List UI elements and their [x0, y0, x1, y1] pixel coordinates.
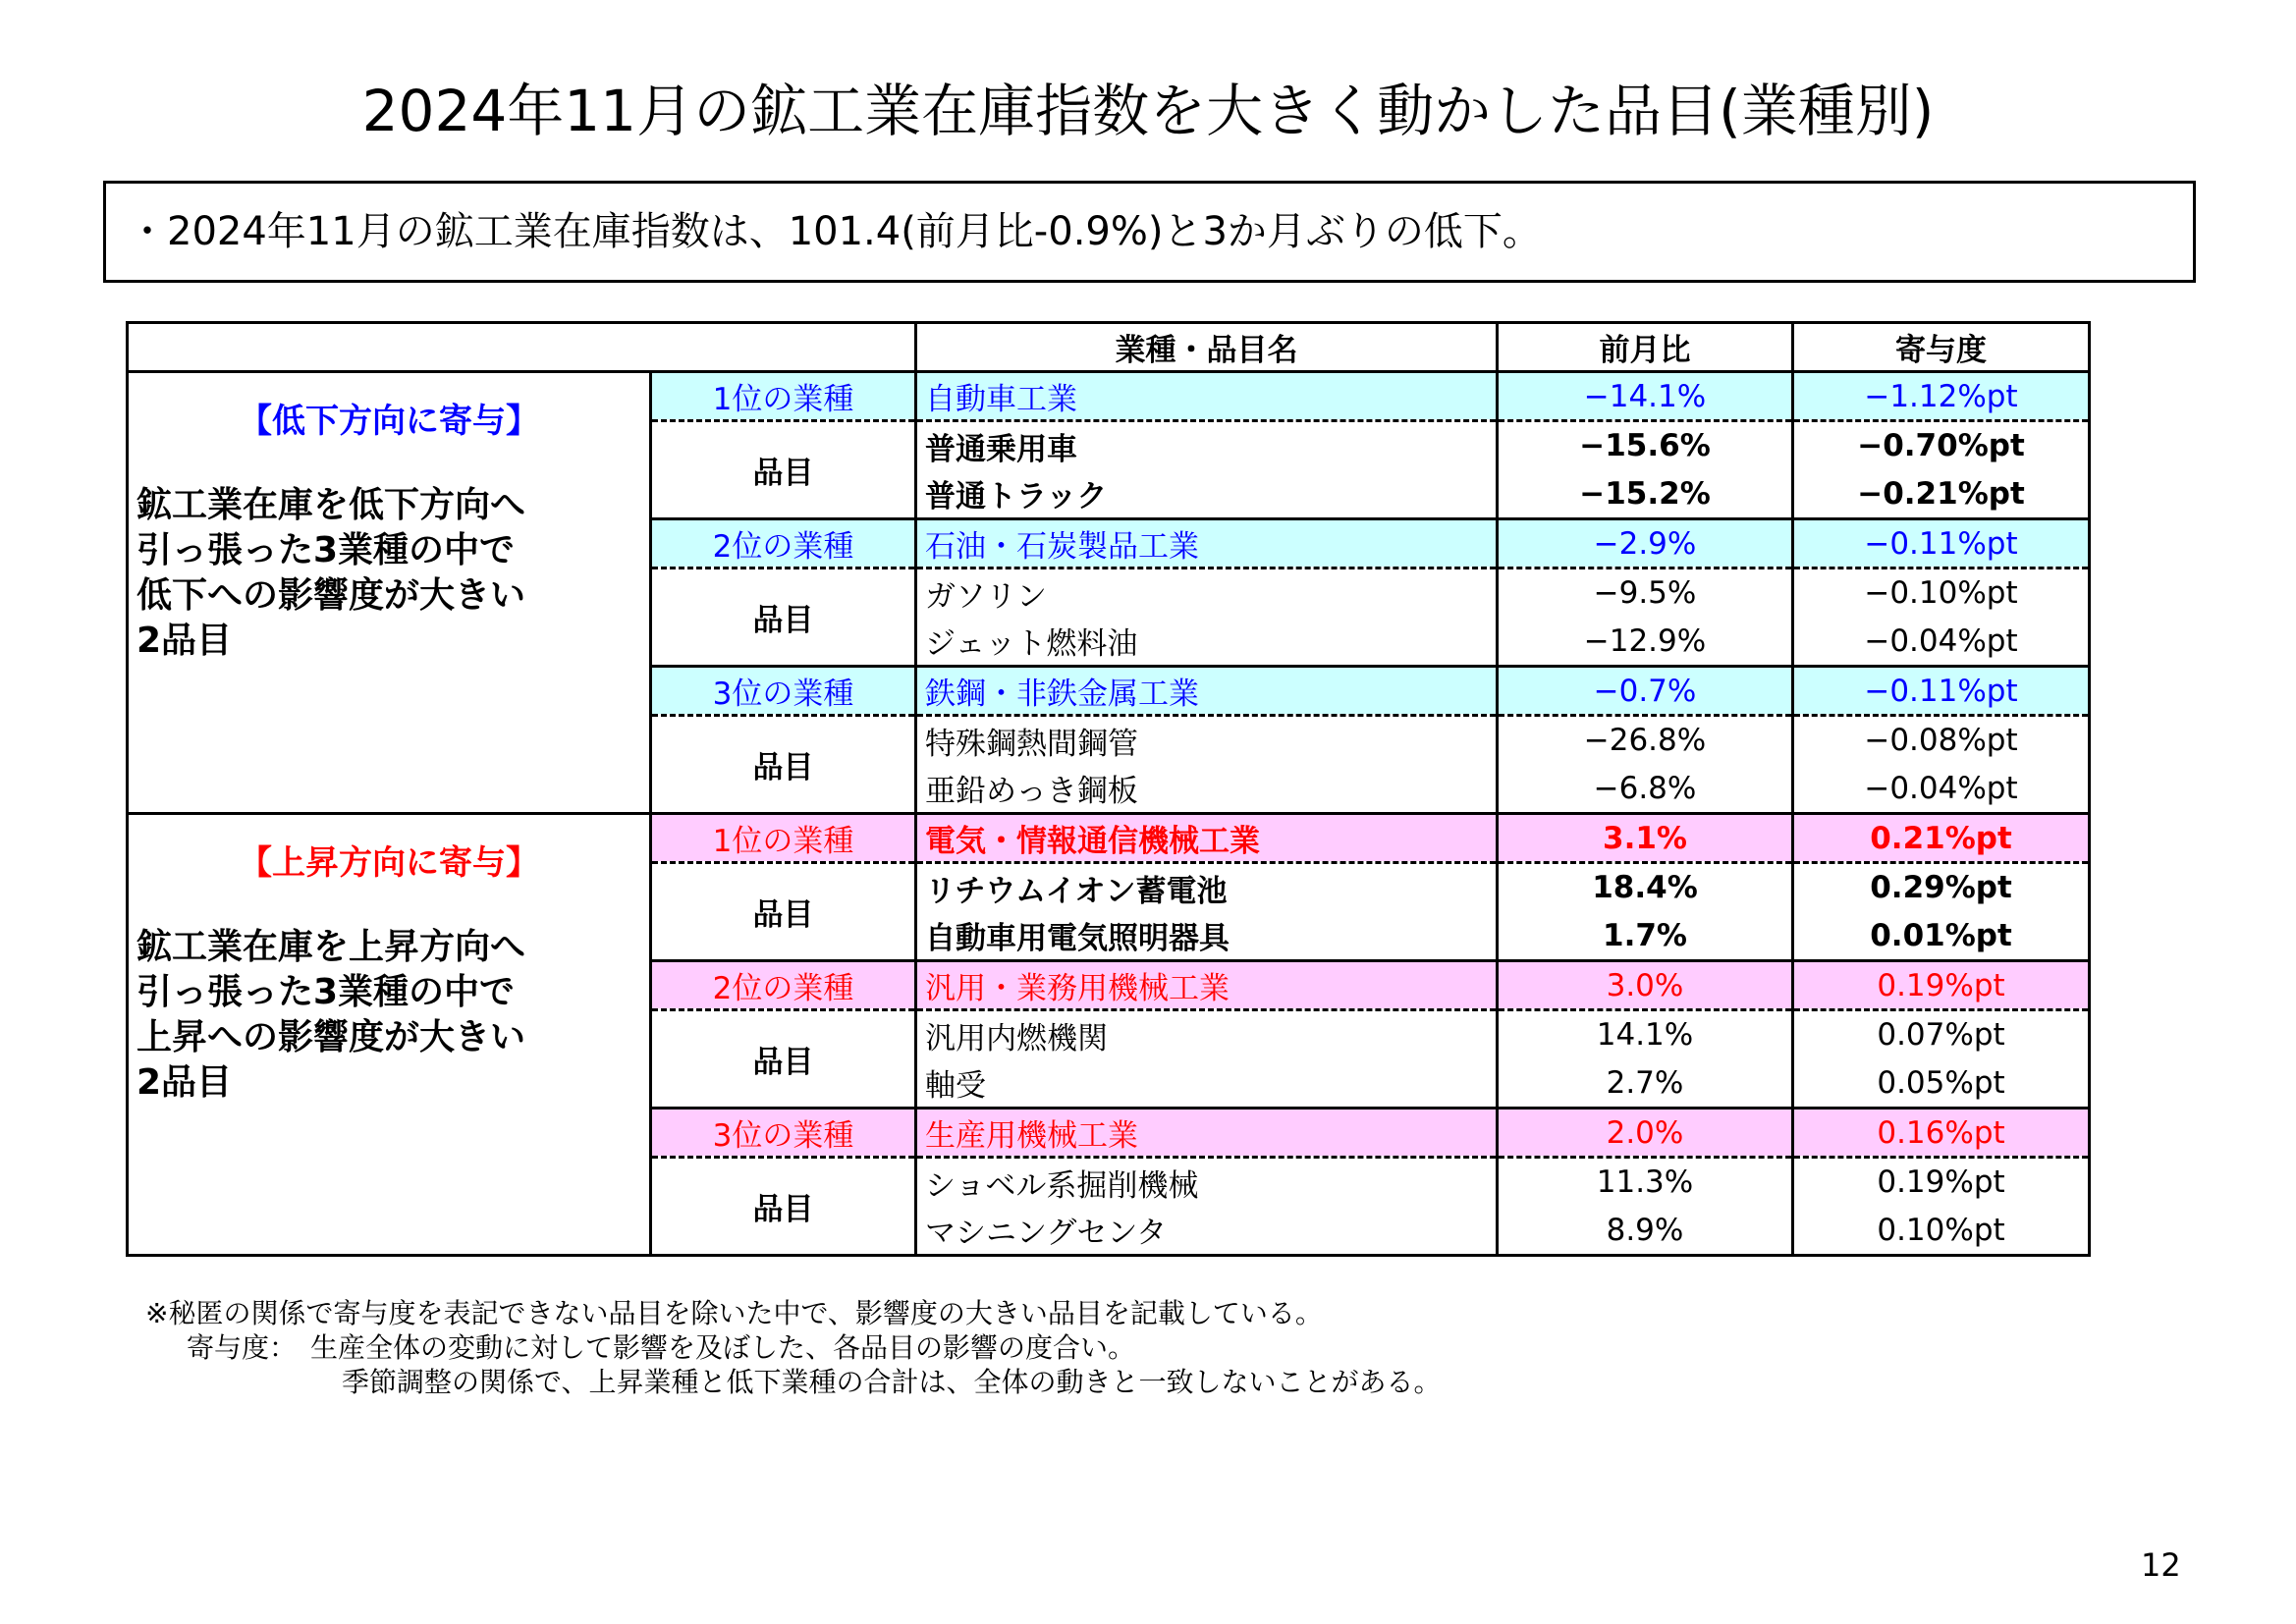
- industry-mom: −0.7%: [1498, 667, 1793, 716]
- down-desc-line: 引っ張った3業種の中で: [137, 530, 516, 570]
- item-label: 品目: [651, 716, 916, 814]
- down-description: [137, 483, 641, 664]
- up-desc-line: 鉱工業在庫を上昇方向へ: [137, 927, 526, 967]
- industry-name: 汎用・業務用機械工業: [916, 961, 1498, 1010]
- item-name: 亜鉛めっき鋼板: [916, 765, 1498, 814]
- down-desc-line: 低下への影響度が大きい: [137, 575, 526, 616]
- item-mom: −6.8%: [1498, 765, 1793, 814]
- item-contrib: 0.29%pt: [1793, 863, 2090, 912]
- item-name: 特殊鋼熱間鋼管: [916, 716, 1498, 765]
- table-header-row: [128, 323, 2090, 372]
- down-heading: 【低下方向に寄与】: [239, 402, 539, 441]
- item-contrib: 0.05%pt: [1793, 1059, 2090, 1109]
- item-mom: −26.8%: [1498, 716, 1793, 765]
- item-name: 普通乗用車: [916, 421, 1498, 470]
- item-name: リチウムイオン蓄電池: [916, 863, 1498, 912]
- item-name: 汎用内燃機関: [916, 1010, 1498, 1059]
- item-label: 品目: [651, 421, 916, 519]
- item-contrib: −0.70%pt: [1793, 421, 2090, 470]
- industry-name: 電気・情報通信機械工業: [916, 814, 1498, 863]
- page-number: 12: [2141, 1546, 2181, 1584]
- footnote-line: 季節調整の関係で、上昇業種と低下業種の合計は、全体の動きと一致しないことがある。: [342, 1366, 1442, 1398]
- item-contrib: 0.19%pt: [1793, 1158, 2090, 1207]
- item-contrib: 0.01%pt: [1793, 912, 2090, 961]
- item-contrib: 0.10%pt: [1793, 1207, 2090, 1256]
- item-contrib: −0.04%pt: [1793, 618, 2090, 667]
- summary-box: ・2024年11月の鉱工業在庫指数は、101.4(前月比-0.9%)と3か月ぶりの低下。: [103, 181, 2196, 283]
- up-desc-line: 2品目: [137, 1062, 233, 1103]
- item-contrib: −0.08%pt: [1793, 716, 2090, 765]
- rank-label: 2位の業種: [651, 961, 916, 1010]
- rank-label: 3位の業種: [651, 1109, 916, 1158]
- rank-label: 1位の業種: [651, 814, 916, 863]
- down-section-label: [128, 372, 651, 814]
- item-mom: 11.3%: [1498, 1158, 1793, 1207]
- industry-name: 鉄鋼・非鉄金属工業: [916, 667, 1498, 716]
- industry-contrib: −1.12%pt: [1793, 372, 2090, 421]
- industry-contrib: 0.16%pt: [1793, 1109, 2090, 1158]
- rank-label: 1位の業種: [651, 372, 916, 421]
- industry-name: 生産用機械工業: [916, 1109, 1498, 1158]
- up-desc-line: 上昇への影響度が大きい: [137, 1017, 526, 1057]
- industry-mom: 3.1%: [1498, 814, 1793, 863]
- item-mom: 18.4%: [1498, 863, 1793, 912]
- header-contrib: 寄与度: [1793, 323, 2090, 372]
- item-mom: −15.2%: [1498, 470, 1793, 519]
- item-mom: 1.7%: [1498, 912, 1793, 961]
- industry-mom: −2.9%: [1498, 519, 1793, 568]
- header-mom: 前月比: [1498, 323, 1793, 372]
- item-contrib: −0.10%pt: [1793, 568, 2090, 618]
- item-contrib: 0.07%pt: [1793, 1010, 2090, 1059]
- header-blank: [128, 323, 916, 372]
- footnote: [145, 1296, 1441, 1399]
- industry-mom: −14.1%: [1498, 372, 1793, 421]
- item-mom: −9.5%: [1498, 568, 1793, 618]
- item-label: 品目: [651, 1158, 916, 1256]
- item-name: ガソリン: [916, 568, 1498, 618]
- up-desc-line: 引っ張った3業種の中で: [137, 972, 516, 1012]
- item-label: 品目: [651, 568, 916, 667]
- header-name: 業種・品目名: [916, 323, 1498, 372]
- up-section-label: [128, 814, 651, 1256]
- down-desc-line: 鉱工業在庫を低下方向へ: [137, 485, 526, 525]
- item-mom: 14.1%: [1498, 1010, 1793, 1059]
- footnote-line: ※秘匿の関係で寄与度を表記できない品目を除いた中で、影響度の大きい品目を記載している。: [145, 1297, 1323, 1329]
- item-contrib: −0.04%pt: [1793, 765, 2090, 814]
- contribution-table: [126, 321, 2091, 1257]
- page-title: 2024年11月の鉱工業在庫指数を大きく動かした品目(業種別): [361, 78, 1935, 144]
- item-name: ショベル系掘削機械: [916, 1158, 1498, 1207]
- up-description: [137, 925, 641, 1106]
- item-mom: −12.9%: [1498, 618, 1793, 667]
- industry-mom: 3.0%: [1498, 961, 1793, 1010]
- item-name: 自動車用電気照明器具: [916, 912, 1498, 961]
- item-name: ジェット燃料油: [916, 618, 1498, 667]
- item-name: マシニングセンタ: [916, 1207, 1498, 1256]
- industry-name: 石油・石炭製品工業: [916, 519, 1498, 568]
- item-name: 普通トラック: [916, 470, 1498, 519]
- table-row: [128, 372, 2090, 421]
- table-row: [128, 814, 2090, 863]
- item-contrib: −0.21%pt: [1793, 470, 2090, 519]
- industry-contrib: −0.11%pt: [1793, 667, 2090, 716]
- item-name: 軸受: [916, 1059, 1498, 1109]
- item-mom: 2.7%: [1498, 1059, 1793, 1109]
- down-desc-line: 2品目: [137, 621, 233, 661]
- rank-label: 2位の業種: [651, 519, 916, 568]
- industry-contrib: 0.19%pt: [1793, 961, 2090, 1010]
- up-heading: 【上昇方向に寄与】: [239, 843, 539, 883]
- industry-name: 自動車工業: [916, 372, 1498, 421]
- item-mom: −15.6%: [1498, 421, 1793, 470]
- item-mom: 8.9%: [1498, 1207, 1793, 1256]
- item-label: 品目: [651, 863, 916, 961]
- industry-mom: 2.0%: [1498, 1109, 1793, 1158]
- footnote-line: 寄与度： 生産全体の変動に対して影響を及ぼした、各品目の影響の度合い。: [187, 1331, 1136, 1364]
- item-label: 品目: [651, 1010, 916, 1109]
- industry-contrib: −0.11%pt: [1793, 519, 2090, 568]
- rank-label: 3位の業種: [651, 667, 916, 716]
- industry-contrib: 0.21%pt: [1793, 814, 2090, 863]
